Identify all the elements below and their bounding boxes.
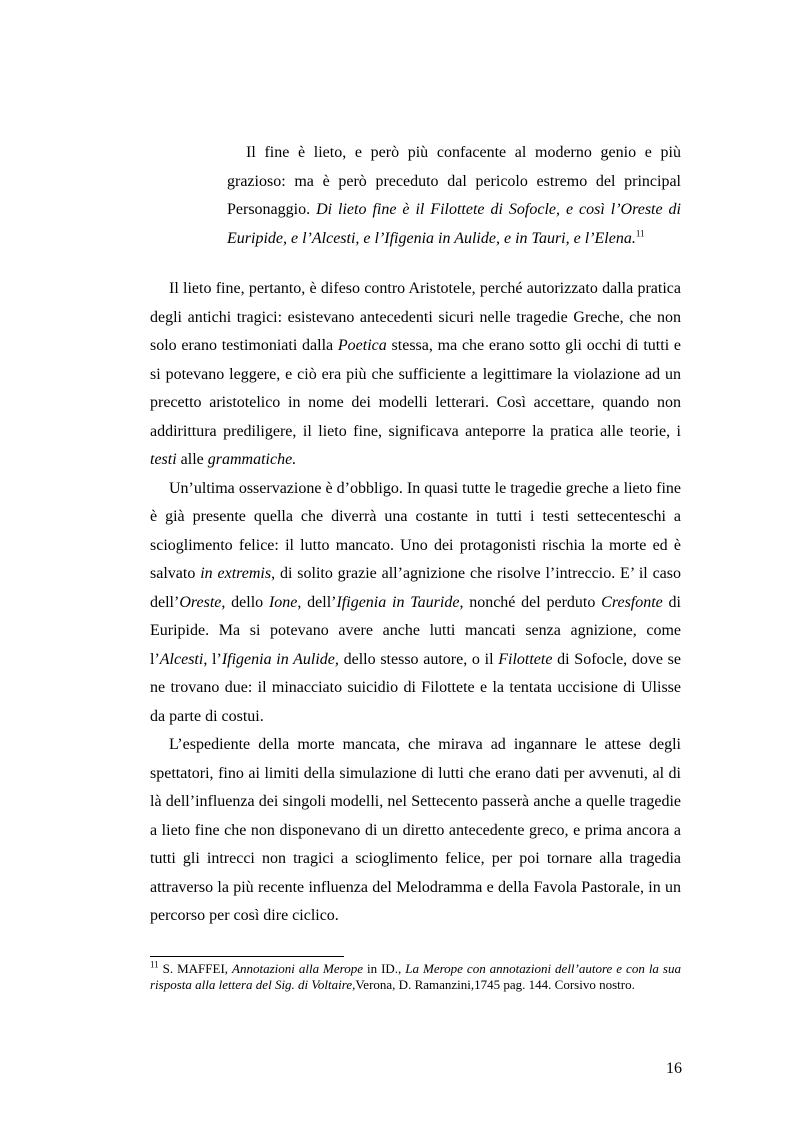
footnote-number: 11 <box>150 959 159 970</box>
italic-phrase: in extremis <box>200 565 272 582</box>
text-segment: Verona, D. Ramanzini,1745 pag. 144. Corsivo nostro. <box>355 976 635 992</box>
text-segment: , dell’ <box>297 593 337 611</box>
text-segment: , l’ <box>203 650 222 668</box>
text-segment: Il lieto fine, pertanto, è difeso contro Aristotele, perché autorizzato dalla pratica degli antichi tragici: esistevano antecedenti sicuri nelle tragedie Greche, che non solo erano testimoniati dalla <box>150 280 681 354</box>
text-segment: S. MAFFEI, <box>158 961 233 976</box>
italic-title: La Merope con annotazioni dell’autore e con la sua risposta alla lettera del Sig. di Voltaire, <box>150 961 681 992</box>
text-segment: di Euripide. Ma si potevano avere anche lutti mancati senza agnizione, come l’ <box>150 593 681 668</box>
italic-title: Oreste <box>179 593 222 611</box>
text-segment: , nonché del perduto <box>459 593 602 611</box>
text-segment: dello stesso autore, o il <box>338 650 499 668</box>
body-text <box>150 275 681 931</box>
italic-title: Alcesti <box>159 650 204 668</box>
italic-title: Poetica <box>337 337 387 354</box>
footnote <box>150 961 681 992</box>
italic-title: Ifigenia in Tauride <box>336 593 460 611</box>
italic-title: Filottete <box>498 650 553 668</box>
text-segment: , di solito grazie all’agnizione che risolve l’intreccio. E’ il caso dell’ <box>150 565 682 611</box>
text-segment: stessa, ma che erano sotto gli occhi di tutti e si potevano leggere, e ciò era più che sufficiente a legittimare la violazione ad un precetto aristotelico in nome dei modelli letterari. Così accettare, quando non addirittura prediligere, il lieto fine, significava anteporre la pratica alle teorie, i <box>150 337 682 440</box>
quote-plain-text: Il fine è lieto, e però più confacente al moderno genio e più grazioso: ma è però preceduto dal pericolo estremo del principal Personaggio. <box>227 144 681 218</box>
footnote-separator <box>150 956 344 957</box>
quote-italic-text: Di lieto fine è il Filottete di Sofocle, e così l’Oreste di Euripide, e l’Alcesti, e l’Ifigenia in Aulide, e in Tauri, e l’Elena. <box>227 201 681 247</box>
text-segment: alle <box>176 451 208 468</box>
italic-word: grammatiche. <box>207 451 297 468</box>
block-quote <box>227 139 681 253</box>
page-number: 16 <box>666 1060 682 1077</box>
paragraph-1 <box>150 275 681 475</box>
quote-text <box>227 139 681 253</box>
italic-title: Ifigenia in Aulide, <box>221 650 339 668</box>
italic-title: Annotazioni alla Merope <box>232 961 363 976</box>
text-segment: in ID., <box>363 961 406 976</box>
text-segment: di Sofocle, dove se ne trovano due: il minacciato suicidio di Filottete e la tentata uccisione di Ulisse da parte di costui. <box>150 650 682 725</box>
italic-word: testi <box>150 451 177 468</box>
text-segment: Un’ultima osservazione è d’obbligo. In quasi tutte le tragedie greche a lieto fine è già presente quella che diverrà una costante in tutti i testi settecenteschi a scioglimento felice: il lutto mancato. Uno dei protagonisti rischia la morte ed è salvato <box>150 479 681 582</box>
text-segment: , dello <box>221 593 269 611</box>
italic-title: Cresfonte <box>601 593 663 611</box>
footnote-reference[interactable]: 11 <box>635 228 645 239</box>
italic-title: Ione <box>268 593 298 611</box>
paragraph-2 <box>150 475 681 732</box>
paragraph-3: L’espediente della morte mancata, che mirava ad ingannare le attese degli spettatori, fino ai limiti della simulazione di lutti che erano dati per avvenuti, al di là dell’influenza dei singoli modelli, nel Settecento passerà anche a quelle tragedie a lieto fine che non disponevano di un diretto antecedente greco, e prima ancora a tutti gli intrecci non tragici a scioglimento felice, per poi tornare alla tragedia attraverso la più recente influenza del Melodramma e della Favola Pastorale, in un percorso per così dire ciclico. <box>150 736 681 924</box>
